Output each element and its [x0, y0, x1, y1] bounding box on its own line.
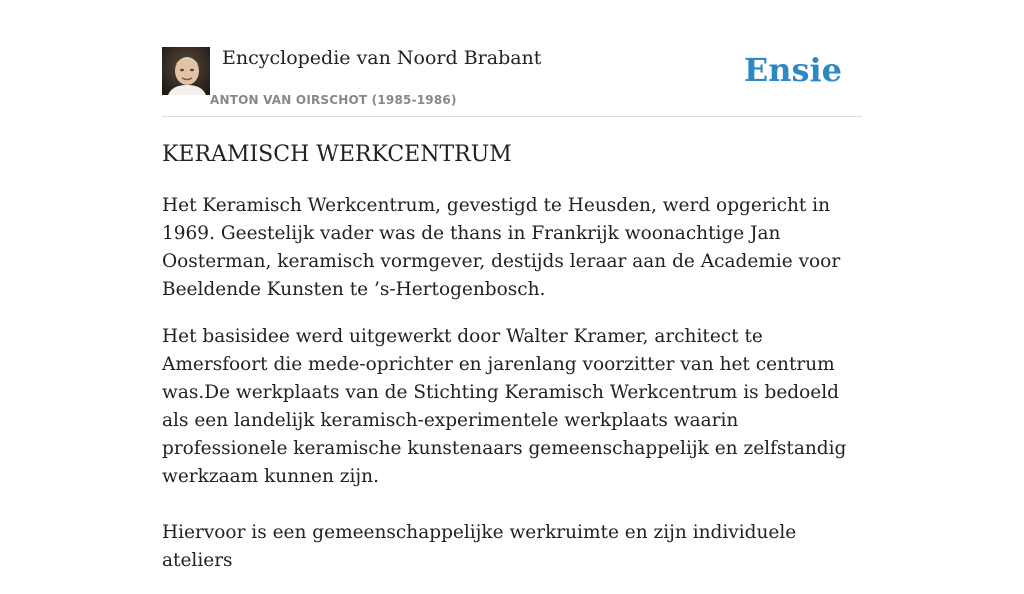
author-name[interactable]: ANTON VAN OIRSCHOT (1985-1986): [210, 93, 457, 107]
site-title[interactable]: Encyclopedie van Noord Brabant: [222, 47, 542, 69]
article-header: [162, 46, 862, 117]
article-body: [162, 192, 867, 594]
paragraph-2: Het basisidee werd uitgewerkt door Walter Kramer, architect te Amersfoort die mede-oprichter en jarenlang voorzitter van het centrum was.De werkplaats van de Stichting Keramisch Werkcentrum is bedoeld als een landelijk keramisch-experimentele werkplaats waarin professionele keramische kunstenaars gemeenschappelijk en zelfstandig werkzaam kunnen zijn.: [162, 326, 847, 487]
author-avatar[interactable]: [162, 47, 210, 95]
paragraph-1: Het Keramisch Werkcentrum, gevestigd te Heusden, werd opgericht in 1969. Geestelijk vader was de thans in Frankrijk woonachtige Jan Oosterman, keramisch vormgever, destijds leraar aan de Academie voor Beeldende Kunsten te ’s-Hertogenbosch.: [162, 195, 841, 300]
ensie-logo[interactable]: Ensie: [743, 51, 842, 89]
article-headword: KERAMISCH WERKCENTRUM: [162, 142, 512, 167]
portrait-photo-icon: [162, 47, 210, 95]
paragraph-3: Hiervoor is een gemeenschappelijke werkruimte en zijn individuele ateliers: [162, 522, 797, 571]
